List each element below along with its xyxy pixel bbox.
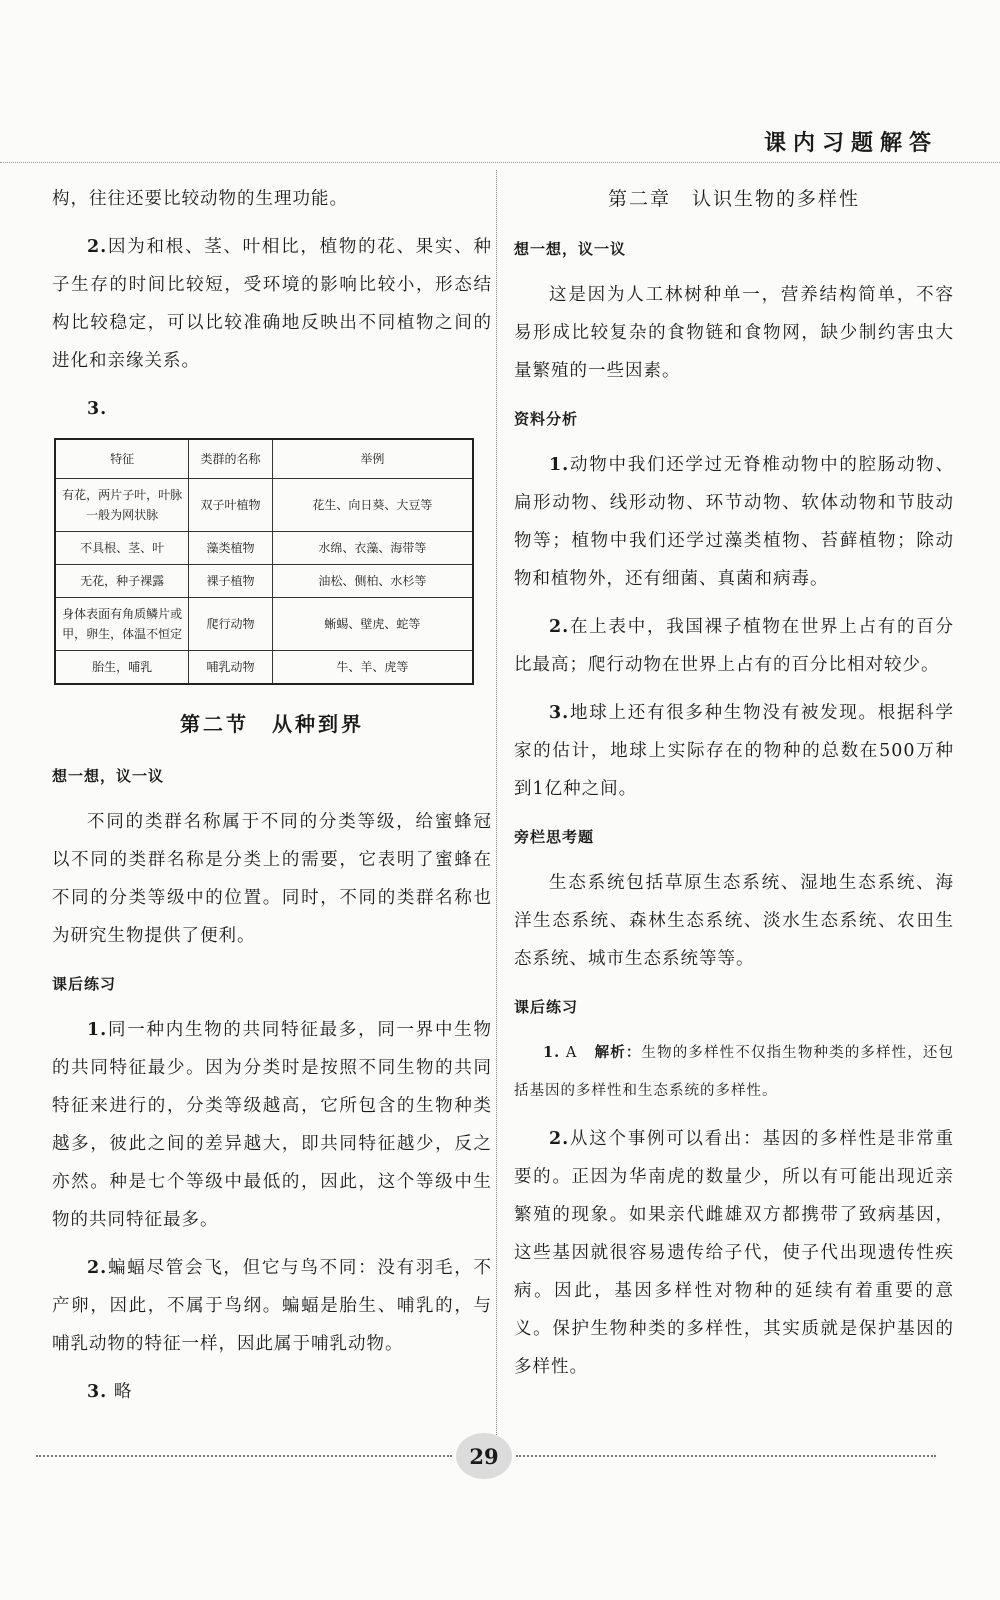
e1-text: 同一种内生物的共同特征最多，同一界中生物的共同特征最少。因为分类时是按照不同生物的共同特征来进行的，分类等级越高，它所包含的生物种类越多，彼此之间的差异越大，即共同特征越少，反之亦然。种是七个等级中最低的，因此，这个等级中生物的共同特征最多。 xyxy=(52,1020,492,1230)
left-q2 xyxy=(52,228,492,380)
r-e2-number: 2. xyxy=(549,1129,570,1149)
r-e1-label: 解析： xyxy=(594,1044,642,1061)
sidebar-heading: 旁栏思考题 xyxy=(514,828,595,846)
table-row xyxy=(55,532,473,565)
analysis-1 xyxy=(514,446,954,598)
table-header-cell: 特征 xyxy=(55,439,189,479)
right-think-heading: 想一想，议一议 xyxy=(514,240,627,258)
table-cell: 藻类植物 xyxy=(189,532,273,565)
right-e2 xyxy=(514,1120,954,1386)
table-cell: 油松、侧柏、水杉等 xyxy=(272,565,473,598)
r-e1-text: 生物的多样性不仅指生物种类的多样性，还包括基因的多样性和生态系统的多样性。 xyxy=(514,1045,955,1099)
table-cell: 胎生，哺乳 xyxy=(55,651,189,685)
table-cell: 不具根、茎、叶 xyxy=(55,532,189,565)
e2-text: 蝙蝠尽管会飞，但它与鸟不同：没有羽毛，不产卵，因此，不属于鸟纲。蝙蝠是胎生、哺乳的，与哺乳动物的特征一样，因此属于哺乳动物。 xyxy=(52,1258,492,1354)
table-header-cell: 举例 xyxy=(272,439,473,479)
footer-rule-left xyxy=(36,1455,452,1457)
right-exercise-heading: 课后练习 xyxy=(514,998,579,1016)
table-cell: 有花，两片子叶，叶脉一般为网状脉 xyxy=(55,479,189,532)
q2-text: 因为和根、茎、叶相比，植物的花、果实、种子生存的时间比较短，受环境的影响比较小，形态结构比较稳定，可以比较准确地反映出不同植物之间的进化和亲缘关系。 xyxy=(52,237,492,371)
section-title: 第二节 从种到界 xyxy=(180,712,364,736)
left-q3-number: 3. xyxy=(87,399,108,419)
sidebar-text: 生态系统包括草原生态系统、湿地生态系统、海洋生态系统、森林生态系统、淡水生态系统、农田生态系统、城市生态系统等等。 xyxy=(514,873,954,969)
table-cell: 爬行动物 xyxy=(189,598,273,651)
classification-table xyxy=(54,438,474,685)
analysis-2 xyxy=(514,608,954,684)
header-title: 课内习题解答 xyxy=(763,131,938,156)
table-cell: 花生、向日葵、大豆等 xyxy=(272,479,473,532)
r-e1-number: 1. xyxy=(543,1044,561,1061)
left-e3 xyxy=(52,1373,492,1411)
e3-number: 3. xyxy=(87,1382,108,1402)
column-divider xyxy=(496,170,497,1435)
left-p1: 构，往往还要比较动物的生理功能。 xyxy=(52,189,348,209)
left-column xyxy=(52,180,492,1421)
footer-rule-right xyxy=(516,1455,936,1457)
left-think-text: 不同的类群名称属于不同的分类等级，给蜜蜂冠以不同的类群名称是分类上的需要，它表明了蜜蜂在不同的分类等级中的位置。同时，不同的类群名称也为研究生物提供了便利。 xyxy=(52,812,492,946)
table-row xyxy=(55,598,473,651)
e1-number: 1. xyxy=(87,1020,108,1040)
header-rule xyxy=(0,162,1000,163)
e2-number: 2. xyxy=(87,1258,108,1278)
table-row xyxy=(55,651,473,685)
table-cell: 哺乳动物 xyxy=(189,651,273,685)
right-e1 xyxy=(514,1034,954,1110)
a1-text: 动物中我们还学过无脊椎动物中的腔肠动物、扁形动物、线形动物、环节动物、软体动物和节肢动物等；植物中我们还学过藻类植物、苔藓植物；除动物和植物外，还有细菌、真菌和病毒。 xyxy=(514,455,954,589)
analysis-heading: 资料分析 xyxy=(514,410,579,428)
table-header-row xyxy=(55,439,473,479)
a2-number: 2. xyxy=(549,617,570,637)
table-cell: 蜥蜴、壁虎、蛇等 xyxy=(272,598,473,651)
table-cell: 双子叶植物 xyxy=(189,479,273,532)
left-exercise-heading: 课后练习 xyxy=(52,975,117,993)
a3-number: 3. xyxy=(549,703,570,723)
right-column xyxy=(514,180,954,1396)
e3-text: 略 xyxy=(113,1382,133,1402)
r-e2-text: 从这个事例可以看出：基因的多样性是非常重要的。正因为华南虎的数量少，所以有可能出现近亲繁殖的现象。如果亲代雌雄双方都携带了致病基因，这些基因就很容易遗传给子代，使子代出现遗传性疾病。因此，基因多样性对物种的延续有着重要的意义。保护生物种类的多样性，其实质就是保护基因的多样性。 xyxy=(514,1129,954,1377)
a1-number: 1. xyxy=(549,455,570,475)
q2-number: 2. xyxy=(87,237,108,257)
a2-text: 在上表中，我国裸子植物在世界上占有的百分比最高；爬行动物在世界上占有的百分比相对较少。 xyxy=(514,617,954,675)
table-cell: 裸子植物 xyxy=(189,565,273,598)
page-number: 29 xyxy=(456,1433,512,1479)
r-e1-answer: A xyxy=(565,1045,578,1061)
left-think-heading: 想一想，议一议 xyxy=(52,767,165,785)
table-row xyxy=(55,479,473,532)
table-cell: 牛、羊、虎等 xyxy=(272,651,473,685)
right-think-text: 这是因为人工林树种单一，营养结构简单，不容易形成比较复杂的食物链和食物网，缺少制约害虫大量繁殖的一些因素。 xyxy=(514,285,954,381)
left-e1 xyxy=(52,1011,492,1239)
left-e2 xyxy=(52,1249,492,1363)
table-cell: 水绵、衣藻、海带等 xyxy=(272,532,473,565)
table-row xyxy=(55,565,473,598)
chapter-title: 第二章 认识生物的多样性 xyxy=(607,188,860,210)
analysis-3 xyxy=(514,694,954,808)
table-header-cell: 类群的名称 xyxy=(189,439,273,479)
table-cell: 无花，种子裸露 xyxy=(55,565,189,598)
a3-text: 地球上还有很多种生物没有被发现。根据科学家的估计，地球上实际存在的物种的总数在500万种到1亿种之间。 xyxy=(514,703,954,799)
table-cell: 身体表面有角质鳞片或甲，卵生，体温不恒定 xyxy=(55,598,189,651)
